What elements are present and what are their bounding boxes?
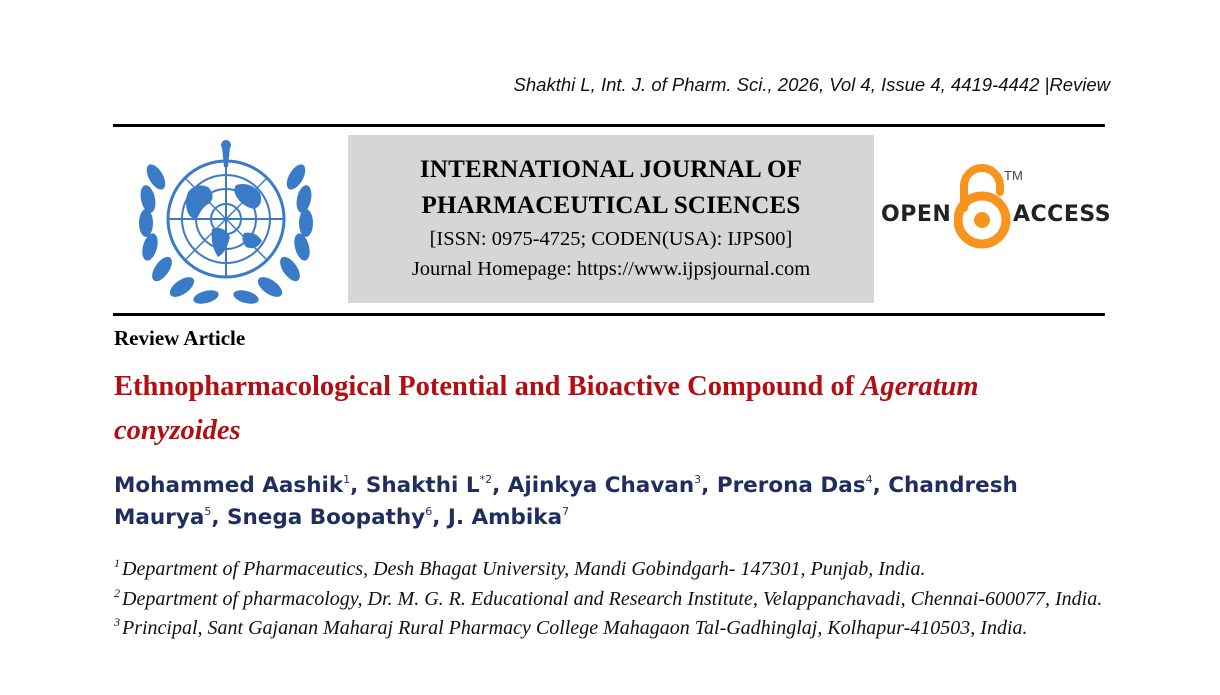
- affiliation-item: [114, 555, 1104, 585]
- journal-masthead: [348, 135, 874, 303]
- author-name: Ajinkya Chavan: [507, 473, 695, 498]
- author-separator: ,: [211, 505, 227, 530]
- author-affiliation-mark: 6: [425, 505, 433, 518]
- open-access-access-label: ACCESS: [1013, 202, 1112, 227]
- author-entry: [448, 505, 569, 530]
- affiliation-text: Department of pharmacology, Dr. M. G. R. Educational and Research Institute, Velappanchavadi, Chennai-600077, India.: [122, 587, 1103, 610]
- article-title-species: Ageratum conyzoides: [114, 371, 979, 446]
- author-name: Chandresh Maurya: [114, 473, 1018, 530]
- author-name: Mohammed Aashik: [114, 473, 344, 498]
- un-emblem-logo: [126, 137, 326, 307]
- article-title: [114, 365, 1104, 453]
- author-entry: [508, 473, 701, 498]
- author-name: J. Ambika: [447, 505, 563, 530]
- article-title-main: Ethnopharmacological Potential and Bioactive Compound of: [114, 371, 862, 402]
- affiliation-number: 1: [114, 556, 120, 570]
- running-header-citation: Shakthi L, Int. J. of Pharm. Sci., 2026, Vol 4, Issue 4, 4419-4442 |Review: [513, 74, 1110, 95]
- affiliation-item: [114, 585, 1104, 615]
- author-name: Prerona Das: [716, 473, 866, 498]
- journal-name-line1: INTERNATIONAL JOURNAL OF: [419, 156, 803, 183]
- author-list: [114, 470, 1104, 534]
- open-access-trademark: TM: [1004, 168, 1023, 183]
- author-affiliation-mark: 4: [865, 473, 873, 486]
- article-type: Review Article: [114, 326, 246, 350]
- affiliation-item: [114, 614, 1104, 644]
- author-separator: ,: [432, 505, 448, 530]
- author-affiliation-mark: 5: [204, 505, 212, 518]
- author-affiliation-mark: 7: [562, 505, 570, 518]
- affiliation-number: 2: [114, 585, 120, 600]
- affiliation-list: [114, 555, 1104, 644]
- header-bottom-rule: [113, 313, 1105, 316]
- author-separator: ,: [350, 473, 366, 498]
- author-separator: ,: [701, 473, 717, 498]
- journal-name-line2: PHARMACEUTICAL SCIENCES: [421, 192, 801, 219]
- affiliation-text: Department of Pharmaceutics, Desh Bhagat University, Mandi Gobindgarh- 147301, Punjab, India.: [122, 558, 926, 580]
- affiliation-number: 3: [114, 615, 120, 629]
- author-separator: ,: [492, 473, 508, 498]
- open-access-badge: [880, 162, 1112, 252]
- affiliation-text: Principal, Sant Gajanan Maharaj Rural Pharmacy College Mahagaon Tal-Gadhinglaj, Kolhapur-410503, India.: [122, 617, 1028, 639]
- author-name: Shakthi L: [365, 473, 480, 498]
- author-entry: [717, 473, 873, 498]
- author-entry: [114, 473, 350, 498]
- author-affiliation-mark: 3: [694, 473, 702, 486]
- author-affiliation-mark: 1: [343, 473, 351, 486]
- author-entry: [227, 505, 432, 530]
- journal-homepage: Journal Homepage: https://www.ijpsjournal.com: [411, 258, 811, 280]
- open-access-open-label: OPEN: [881, 202, 952, 227]
- journal-issn: [ISSN: 0975-4725; CODEN(USA): IJPS00]: [429, 228, 793, 250]
- author-affiliation-mark: *2: [479, 473, 493, 486]
- header-top-rule: [113, 124, 1105, 127]
- author-separator: ,: [872, 473, 889, 498]
- author-name: Snega Boopathy: [227, 505, 426, 530]
- author-entry: [366, 473, 492, 498]
